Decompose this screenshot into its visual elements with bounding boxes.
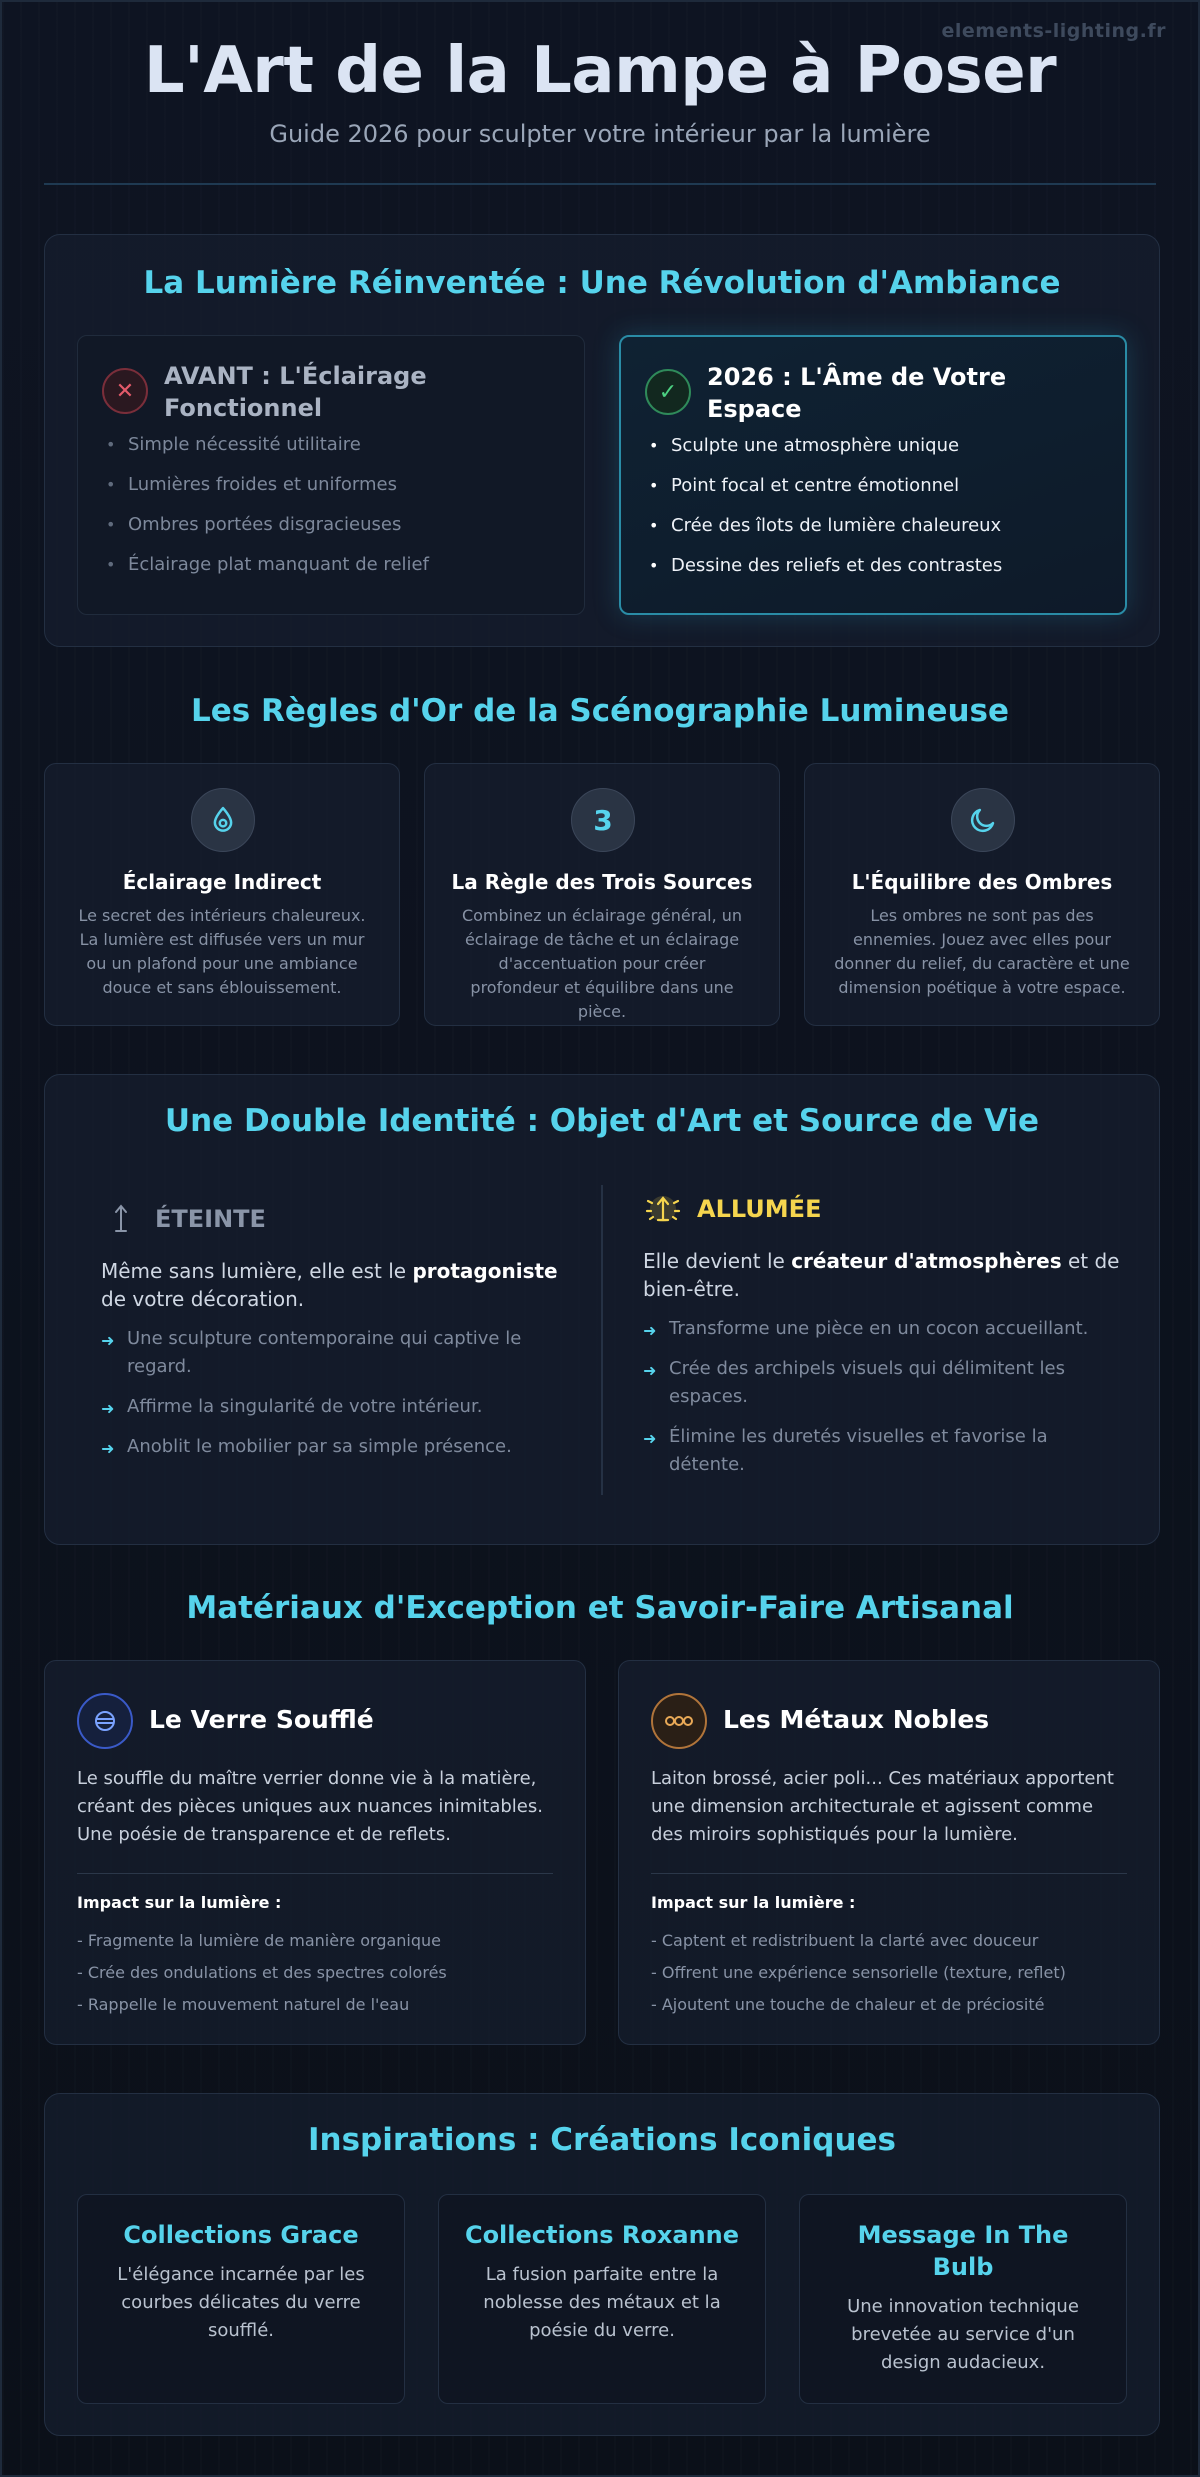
lamp-on-icon xyxy=(643,1189,683,1229)
rules-title: Les Règles d'Or de la Scénographie Lumineuse xyxy=(190,693,1010,729)
list-item: - Crée des ondulations et des spectres colorés xyxy=(77,1963,447,1982)
inspirations-section xyxy=(44,2093,1160,2436)
list-item: ➜ Affirme la singularité de votre intérieur. xyxy=(101,1393,581,1421)
divider xyxy=(77,1873,553,1874)
list-item: • Dessine des reliefs et des contrastes xyxy=(645,555,1002,595)
x-icon: ✕ xyxy=(102,368,148,414)
after-card xyxy=(619,335,1127,615)
list-item: - Fragmente la lumière de manière organique xyxy=(77,1931,441,1950)
inspiration-title: Message In The Bulb xyxy=(857,2221,1069,2281)
rule-title: L'Équilibre des Ombres xyxy=(851,870,1113,894)
on-label: ALLUMÉE xyxy=(697,1195,822,1223)
inspirations-title: Inspirations : Créations Iconiques xyxy=(307,2122,896,2158)
impact-label: Impact sur la lumière : xyxy=(77,1893,282,1912)
revolution-title: La Lumière Réinventée : Une Révolution d'Ambiance xyxy=(143,265,1061,301)
list-item: • Crée des îlots de lumière chaleureux xyxy=(645,515,1002,555)
metal-rings-icon xyxy=(651,1693,707,1749)
rule-text: Le secret des intérieurs chaleureux. La lumière est diffusée vers un mur ou un plafond pour une ambiance douce et sans éblouissement. xyxy=(78,906,366,997)
glass-impact-list xyxy=(77,1925,447,2021)
on-list xyxy=(643,1315,1123,1479)
list-item: • Point focal et centre émotionnel xyxy=(645,475,1002,515)
identity-divider xyxy=(601,1185,603,1495)
list-item: - Offrent une expérience sensorielle (texture, reflet) xyxy=(651,1963,1066,1982)
list-item: • Ombres portées disgracieuses xyxy=(102,514,429,554)
inspiration-card-message-in-the-bulb xyxy=(799,2194,1127,2404)
after-list xyxy=(645,435,1002,595)
list-item: - Ajoutent une touche de chaleur et de préciosité xyxy=(651,1995,1045,2014)
after-title: 2026 : L'Âme de Votre Espace xyxy=(707,363,1007,423)
divider xyxy=(651,1873,1127,1874)
number-three-icon: 3 xyxy=(571,788,635,852)
rule-card-indirect xyxy=(44,763,400,1026)
rule-title: La Règle des Trois Sources xyxy=(451,870,753,894)
metal-desc: Laiton brossé, acier poli... Ces matériaux apportent une dimension architecturale et agissent comme des miroirs sophistiqués pour la lumière. xyxy=(651,1768,1114,1845)
identity-section xyxy=(44,1074,1160,1545)
arrow-right-icon: ➜ xyxy=(643,1429,657,1448)
list-item: - Rappelle le mouvement naturel de l'eau xyxy=(77,1995,410,2014)
arrow-right-icon: ➜ xyxy=(643,1361,657,1380)
moon-icon xyxy=(951,788,1015,852)
glass-title: Le Verre Soufflé xyxy=(149,1705,374,1734)
rule-card-shadows xyxy=(804,763,1160,1026)
inspiration-text: La fusion parfaite entre la noblesse des métaux et la poésie du verre. xyxy=(483,2264,721,2341)
header-divider xyxy=(44,183,1156,185)
arrow-right-icon: ➜ xyxy=(101,1439,115,1458)
rule-text: Combinez un éclairage général, un éclairage de tâche et un éclairage d'accentuation pour créer profondeur et équilibre dans une pièce. xyxy=(461,906,743,1021)
check-icon: ✓ xyxy=(645,369,691,415)
rule-title: Éclairage Indirect xyxy=(122,870,322,894)
blown-glass-icon xyxy=(77,1693,133,1749)
list-item: ➜ Crée des archipels visuels qui délimitent les espaces. xyxy=(643,1358,1065,1407)
lamp-off-icon xyxy=(101,1199,141,1239)
rule-text: Les ombres ne sont pas des ennemies. Jouez avec elles pour donner du relief, du caractère et une dimension poétique à votre espace. xyxy=(834,906,1130,997)
identity-title: Une Double Identité : Objet d'Art et Source de Vie xyxy=(164,1103,1040,1139)
metal-title: Les Métaux Nobles xyxy=(723,1705,990,1734)
list-item: • Éclairage plat manquant de relief xyxy=(102,554,429,594)
off-column xyxy=(101,1197,581,1473)
list-item: ➜ Transforme une pièce en un cocon accueillant. xyxy=(643,1315,1123,1343)
revolution-section xyxy=(44,234,1160,647)
impact-label: Impact sur la lumière : xyxy=(651,1893,856,1912)
list-item: ➜ Une sculpture contemporaine qui captive le regard. xyxy=(101,1328,522,1377)
off-list xyxy=(101,1325,581,1461)
list-item: - Captent et redistribuent la clarté avec douceur xyxy=(651,1931,1039,1950)
page-title: L'Art de la Lampe à Poser xyxy=(143,34,1057,108)
rule-card-three-sources xyxy=(424,763,780,1026)
list-item: • Sculpte une atmosphère unique xyxy=(645,435,1002,475)
drop-icon xyxy=(191,788,255,852)
glass-desc: Le souffle du maître verrier donne vie à la matière, créant des pièces uniques aux nuances inimitables. Une poésie de transparence et de reflets. xyxy=(77,1768,543,1845)
list-item: ➜ Élimine les duretés visuelles et favorise la détente. xyxy=(643,1426,1048,1475)
site-watermark: elements-lighting.fr xyxy=(941,20,1166,42)
arrow-right-icon: ➜ xyxy=(643,1321,657,1340)
inspiration-text: Une innovation technique brevetée au service d'un design audacieux. xyxy=(847,2296,1079,2373)
list-item: • Lumières froides et uniformes xyxy=(102,474,429,514)
inspiration-card-roxanne xyxy=(438,2194,766,2404)
inspiration-text: L'élégance incarnée par les courbes délicates du verre soufflé. xyxy=(117,2264,365,2341)
before-list xyxy=(102,434,429,594)
materials-title: Matériaux d'Exception et Savoir-Faire Artisanal xyxy=(186,1590,1014,1626)
list-item: • Simple nécessité utilitaire xyxy=(102,434,429,474)
off-lead: Même sans lumière, elle est le protagoniste de votre décoration. xyxy=(101,1259,558,1311)
off-label: ÉTEINTE xyxy=(155,1205,266,1233)
metal-impact-list xyxy=(651,1925,1066,2021)
before-title: AVANT : L'Éclairage Fonctionnel xyxy=(164,362,427,422)
page-subtitle: Guide 2026 pour sculpter votre intérieur par la lumière xyxy=(269,120,931,148)
metal-card xyxy=(618,1660,1160,2045)
on-column xyxy=(643,1187,1123,1491)
on-lead: Elle devient le créateur d'atmosphères et de bien-être. xyxy=(643,1249,1120,1301)
glass-card xyxy=(44,1660,586,2045)
inspiration-title: Collections Grace xyxy=(123,2221,359,2249)
list-item: ➜ Anoblit le mobilier par sa simple présence. xyxy=(101,1433,581,1461)
arrow-right-icon: ➜ xyxy=(101,1331,115,1350)
arrow-right-icon: ➜ xyxy=(101,1399,115,1418)
inspiration-card-grace xyxy=(77,2194,405,2404)
inspiration-title: Collections Roxanne xyxy=(464,2221,740,2249)
before-card xyxy=(77,335,585,615)
